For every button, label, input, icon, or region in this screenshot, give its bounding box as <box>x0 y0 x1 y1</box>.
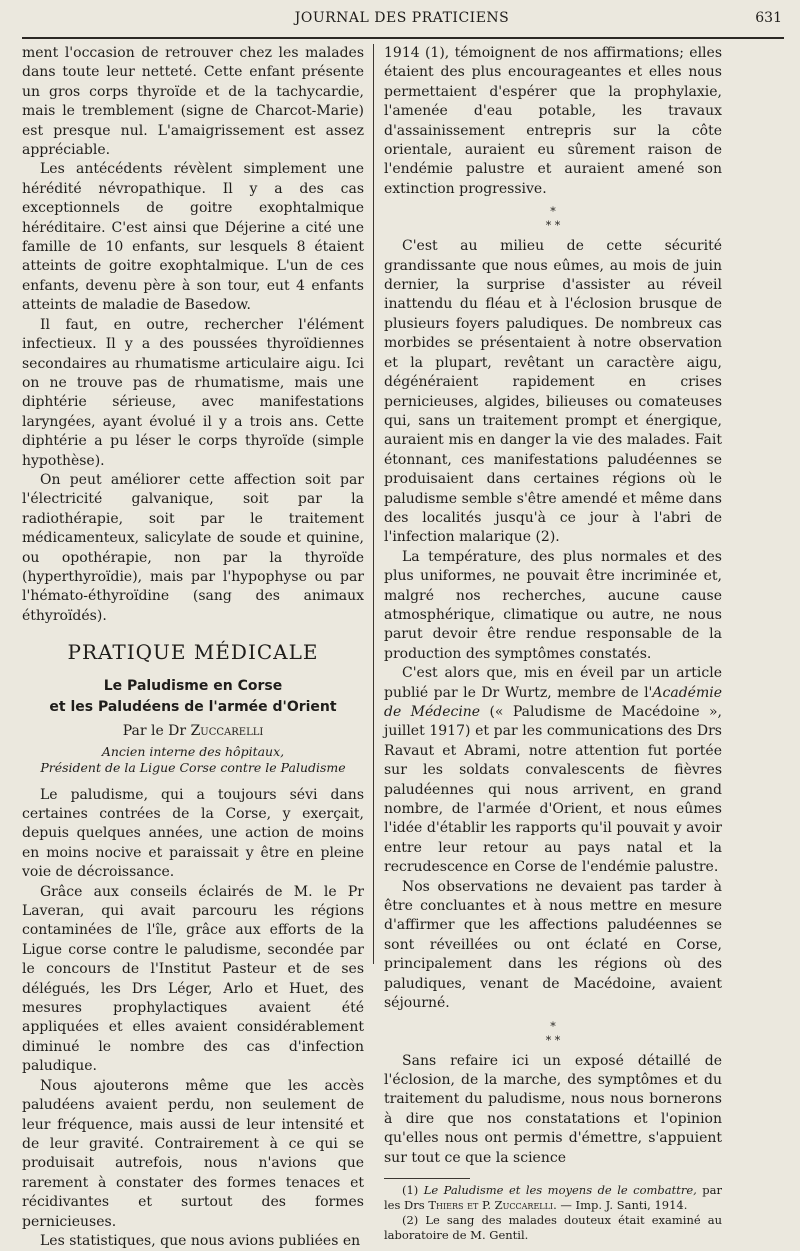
paragraph: 1914 (1), témoignent de nos affirmations; elles étaient des plus encourageantes et elles nous permettaient d'espérer que la prophylaxie, l'amenée d'eau potable, les travaux d'assainissement entrepris sur la côte orientale, auraient eu sûrement raison de l'endémie palustre et auraient amené son extinction progressive. <box>384 45 722 197</box>
paragraph: Le paludisme, qui a toujours sévi dans certaines contrées de la Corse, y exerçait, depuis quelques années, une action de moins en moins nocive et paraissait y être en pleine voie de décroissance. <box>22 786 364 881</box>
footnote-number: (1) <box>402 1182 419 1197</box>
section-heading: PRATIQUE MÉDICALE <box>67 640 319 665</box>
left-column <box>22 44 364 1251</box>
author-name: Zuccarelli <box>190 723 264 740</box>
header-rule <box>22 37 784 39</box>
paragraph: Les statistiques, que nous avions publiées en <box>40 1232 361 1249</box>
cited-title: Le Paludisme et les moyens de le combattre, <box>423 1182 697 1197</box>
right-column <box>384 44 722 1243</box>
paragraph <box>384 664 722 877</box>
paragraph: Nos observations ne devaient pas tarder à être concluantes et à nous mettre en mesure d'affirmer que les affections paludéennes se sont réveillées ou ont éclaté en Corse, principalement dans les régions où des paludiques, venant de Macédoine, avaient séjourné. <box>384 878 722 1012</box>
paragraph: Sans refaire ici un exposé détaillé de l'éclosion, de la marche, des symptômes et du traitement du paludisme, nous nous bornerons à dire que nos constatations et l'opinion qu'elles nous ont permis d'émettre, s'appuient sur tout ce que la science <box>384 1052 722 1166</box>
page-number: 631 <box>755 10 782 26</box>
article-title-line: Le Paludisme en Corse <box>103 678 283 695</box>
article-title-line: et les Paludéens de l'armée d'Orient <box>49 699 337 716</box>
paragraph: La température, des plus normales et des plus uniformes, ne pouvait être incriminée et, malgré nos recherches, aucune cause atmosphérique, climatique ou autre, ne nous parut devoir être rendue responsable de la production des symptômes constatés. <box>384 548 722 662</box>
footnote-rule <box>384 1178 470 1179</box>
section-break-asterism: * * * <box>545 1019 561 1047</box>
paragraph: Les antécédents révèlent simplement une hérédité névropathique. Il y a des cas exceptionnels de goitre exophtalmique héréditaire. C'est ainsi que Déjerine a cité une famille de 10 enfants, sur lesquels 8 étaient atteints de goitre exophtalmique. L'un de ces enfants, devenu père à son tour, eut 4 enfants atteints de maladie de Basedow. <box>22 161 364 314</box>
section-break-asterism: * * * <box>545 205 561 233</box>
paragraph: Grâce aux conseils éclairés de M. le Pr Laveran, qui avait parcouru les régions contaminées de l'île, grâce aux efforts de la Ligue corse contre le paludisme, secondée par le concours de l'Institut Pasteur et de ses délégués, les Drs Léger, Arlo et Huet, des mesures prophylactiques avaient été appliquées et elles avaient considérablement diminué le nombre des cas d'infection paludique. <box>22 883 364 1075</box>
footnote: (2) Le sang des malades douteux était examiné au laboratoire de M. Gentil. <box>384 1212 722 1242</box>
affiliation-line: Ancien interne des hôpitaux, <box>101 743 285 759</box>
cited-authors: Thiers et P. Zuccarelli. <box>428 1197 557 1212</box>
article-title <box>22 676 364 718</box>
byline <box>22 722 364 741</box>
column-divider <box>373 44 374 964</box>
paragraph: ment l'occasion de retrouver chez les malades dans toute leur netteté. Cette enfant présente un gros corps thyroïde et de la tachycardie, mais le tremblement (signe de Charcot-Marie) est presque nul. L'amaigrissement est assez appréciable. <box>22 45 364 159</box>
paragraph: On peut améliorer cette affection soit par l'électricité galvanique, soit par la radiothérapie, soit par le traitement médicamenteux, salicylate de soude et quinine, ou opothérapie, non par la thyroïde (hyperthyroïdie), mais par l'hypophyse ou par l'hémato-éthyroïdine (sang des animaux éthyroïdés). <box>22 471 364 624</box>
institution-name: Académie de Médecine <box>384 684 722 720</box>
text-run: par les Drs <box>384 1182 723 1212</box>
author-affiliation <box>22 744 364 776</box>
footnote <box>384 1183 722 1213</box>
paragraph: Il faut, en outre, rechercher l'élément infectieux. Il y a des poussées thyroïdiennes secondaires au rhumatisme articulaire aigu. Ici on ne trouve pas de rhumatisme, mais une diphtérie sérieuse, avec manifestations laryngées, ayant évolué il y a trois ans. Cette diphtérie a pu léser le corps thyroïde (simple hypothèse). <box>22 316 364 469</box>
text-run: — Imp. J. Santi, 1914. <box>556 1197 688 1212</box>
byline-prefix: Par le Dr <box>122 723 187 740</box>
text-run: (« Paludisme de Macédoine », juillet 1917) et par les communications des Drs Ravaut et Abrami, notre attention fut portée sur les soldats convalescents de fièvres paludéennes qui nous arrivent, en grand nombre, de l'armée d'Orient, et nous eûmes l'idée d'établir les rapports qu'il pouvait y avoir entre leur retour au pays natal et la recrudescence en Corse de l'endémie palustre. <box>384 704 723 876</box>
affiliation-line: Président de la Ligue Corse contre le Paludisme <box>40 759 346 775</box>
text-run: C'est alors que, mis en éveil par un article publié par le Dr Wurtz, membre de l' <box>384 665 722 701</box>
running-title: JOURNAL DES PRATICIENS <box>294 10 510 26</box>
paragraph: C'est au milieu de cette sécurité grandissante que nous eûmes, au mois de juin dernier, la surprise d'assister au réveil inattendu du fléau et à l'éclosion brusque de plusieurs foyers paludiques. De nombreux cas morbides se présentaient à notre observation et la plupart, revêtant un caractère aigu, dégénéraient rapidement en crises pernicieuses, algides, bilieuses ou comateuses qui, sans un traitement prompt et énergique, auraient mis en danger la vie des malades. Fait étonnant, ces manifestations paludéennes se produisaient dans certaines régions où le paludisme semble s'être amendé et même dans des localités jusqu'à ce jour à l'abri de l'infection malarique (2). <box>384 238 722 546</box>
running-head <box>22 8 782 38</box>
paragraph: Nous ajouterons même que les accès paludéens avaient perdu, non seulement de leur fréquence, mais aussi de leur intensité et de leur gravité. Contrairement à ce qui se produisait autrefois, nous n'avions que rarement à constater des formes tenaces et récidivantes et surtout des formes pernicieuses. <box>22 1077 364 1230</box>
